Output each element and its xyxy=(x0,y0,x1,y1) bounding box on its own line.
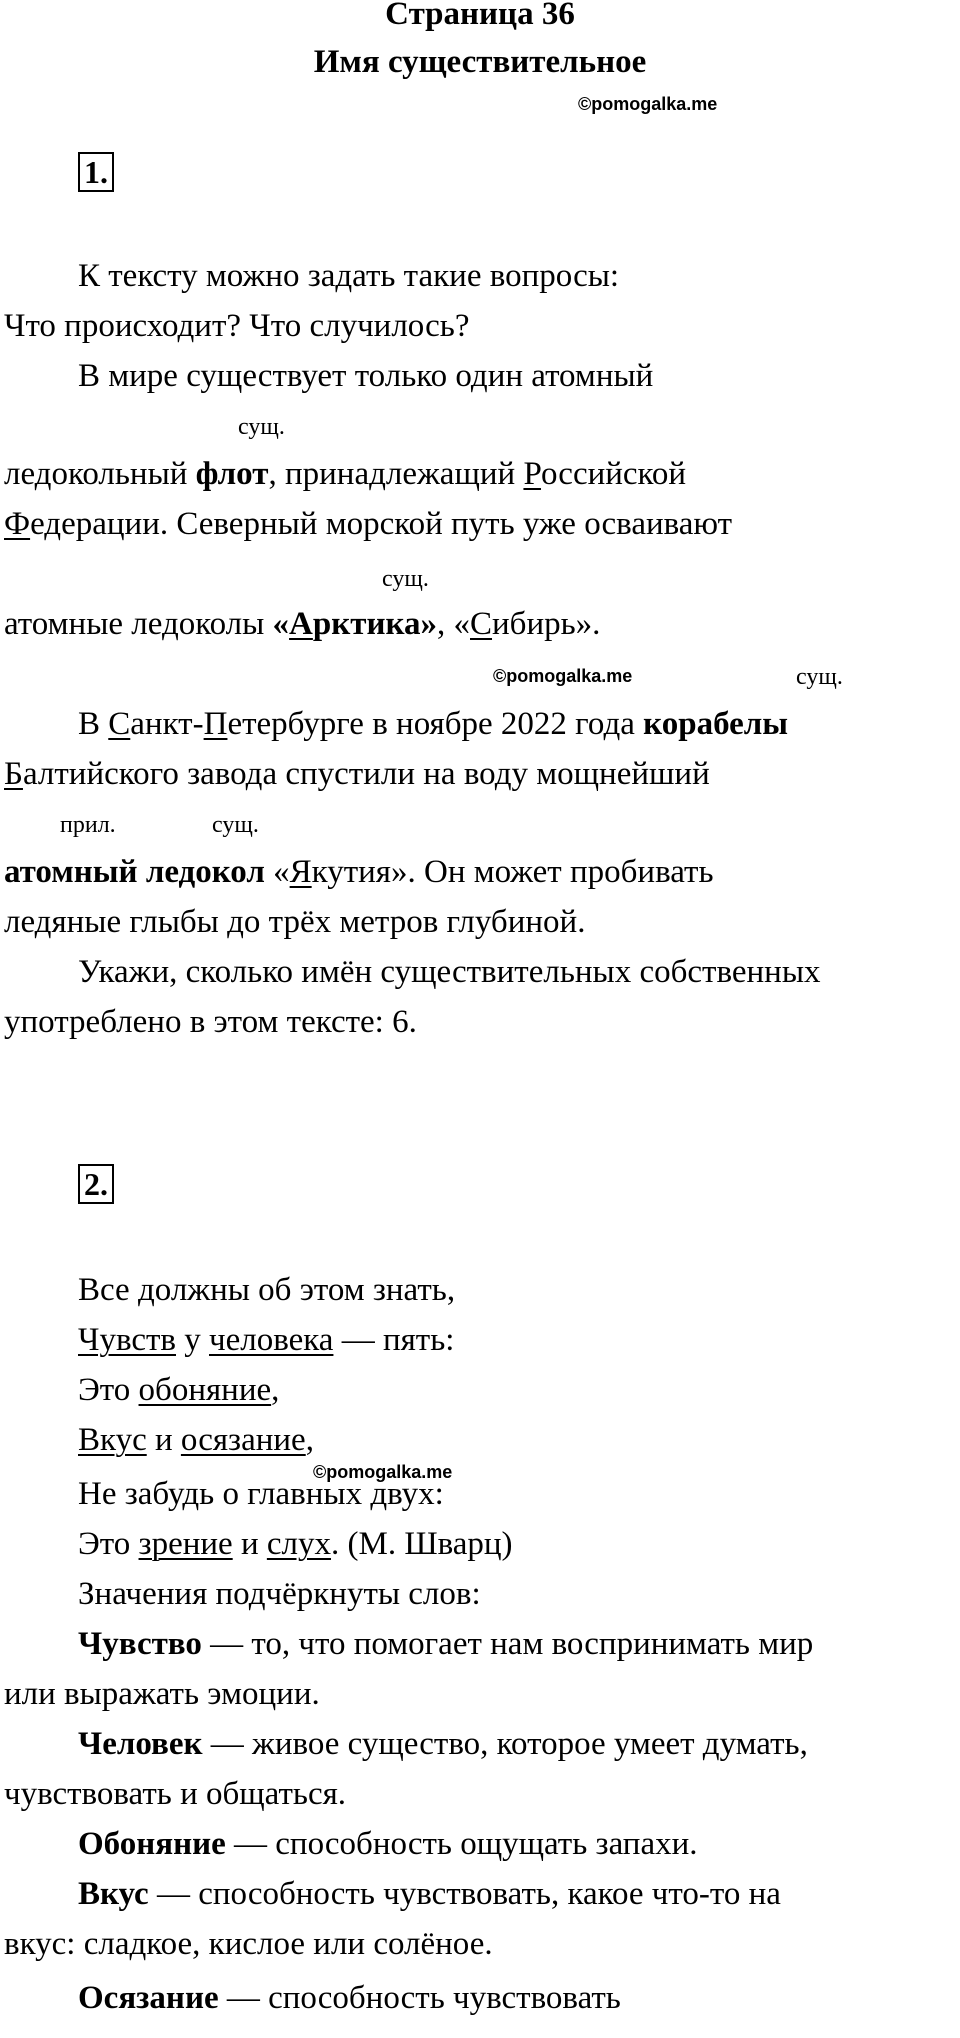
text-line: атомные ледоколы «Арктика», «Сибирь». xyxy=(4,606,601,642)
definition-line: чувствовать и общаться. xyxy=(4,1776,347,1812)
text-line: В мире существует только один атомный xyxy=(78,358,654,394)
definition-line: Обоняние — способность ощущать запахи. xyxy=(78,1826,698,1862)
text-line: Значения подчёркнуты слов: xyxy=(78,1576,481,1612)
text-line: К тексту можно задать такие вопросы: xyxy=(78,258,620,294)
definition-line: вкус: сладкое, кислое или солёное. xyxy=(4,1926,493,1962)
text-line: Балтийского завода спустили на воду мощнейший xyxy=(4,756,710,792)
poem-line: Это зрение и слух. (М. Шварц) xyxy=(78,1526,513,1562)
text-line: ледокольный флот, принадлежащий Российской xyxy=(4,456,687,492)
definition-line: Чувство — то, что помогает нам воспринимать мир xyxy=(78,1626,814,1662)
poem-line: Все должны об этом знать, xyxy=(78,1272,456,1308)
part-of-speech-note: сущ. xyxy=(238,414,285,440)
text-line: В Санкт-Петербурге в ноябре 2022 года корабелы xyxy=(78,706,789,742)
text-line: Федерации. Северный морской путь уже осваивают xyxy=(4,506,733,542)
part-of-speech-note: сущ. xyxy=(796,664,843,690)
page-subtitle: Имя существительное xyxy=(313,44,647,80)
definition-line: Человек — живое существо, которое умеет думать, xyxy=(78,1726,808,1762)
page-title: Страница 36 xyxy=(385,0,575,32)
poem-line: Это обоняние, xyxy=(78,1372,280,1408)
poem-line: Чувств у человека — пять: xyxy=(78,1322,455,1358)
part-of-speech-note: сущ. xyxy=(212,812,259,838)
watermark: ©pomogalka.me xyxy=(493,666,633,686)
task-number-2: 2. xyxy=(78,1164,114,1204)
part-of-speech-note: сущ. xyxy=(382,566,429,592)
poem-line: Вкус и осязание, xyxy=(78,1422,314,1458)
definition-line: Осязание — способность чувствовать xyxy=(78,1980,621,2016)
watermark: ©pomogalka.me xyxy=(578,94,718,114)
text-line: ледяные глыбы до трёх метров глубиной. xyxy=(4,904,586,940)
watermark: ©pomogalka.me xyxy=(313,1462,453,1482)
text-line: Что происходит? Что случилось? xyxy=(4,308,470,344)
definition-line: или выражать эмоции. xyxy=(4,1676,320,1712)
text-line: Укажи, сколько имён существительных собственных xyxy=(78,954,821,990)
task-number-1: 1. xyxy=(78,152,114,192)
part-of-speech-note: прил. xyxy=(60,812,116,838)
text-line: употреблено в этом тексте: 6. xyxy=(4,1004,417,1040)
definition-line: Вкус — способность чувствовать, какое что-то на xyxy=(78,1876,781,1912)
poem-line: Не забудь о главных двух: xyxy=(78,1476,444,1512)
text-line: атомный ледокол «Якутия». Он может пробивать xyxy=(4,854,714,890)
